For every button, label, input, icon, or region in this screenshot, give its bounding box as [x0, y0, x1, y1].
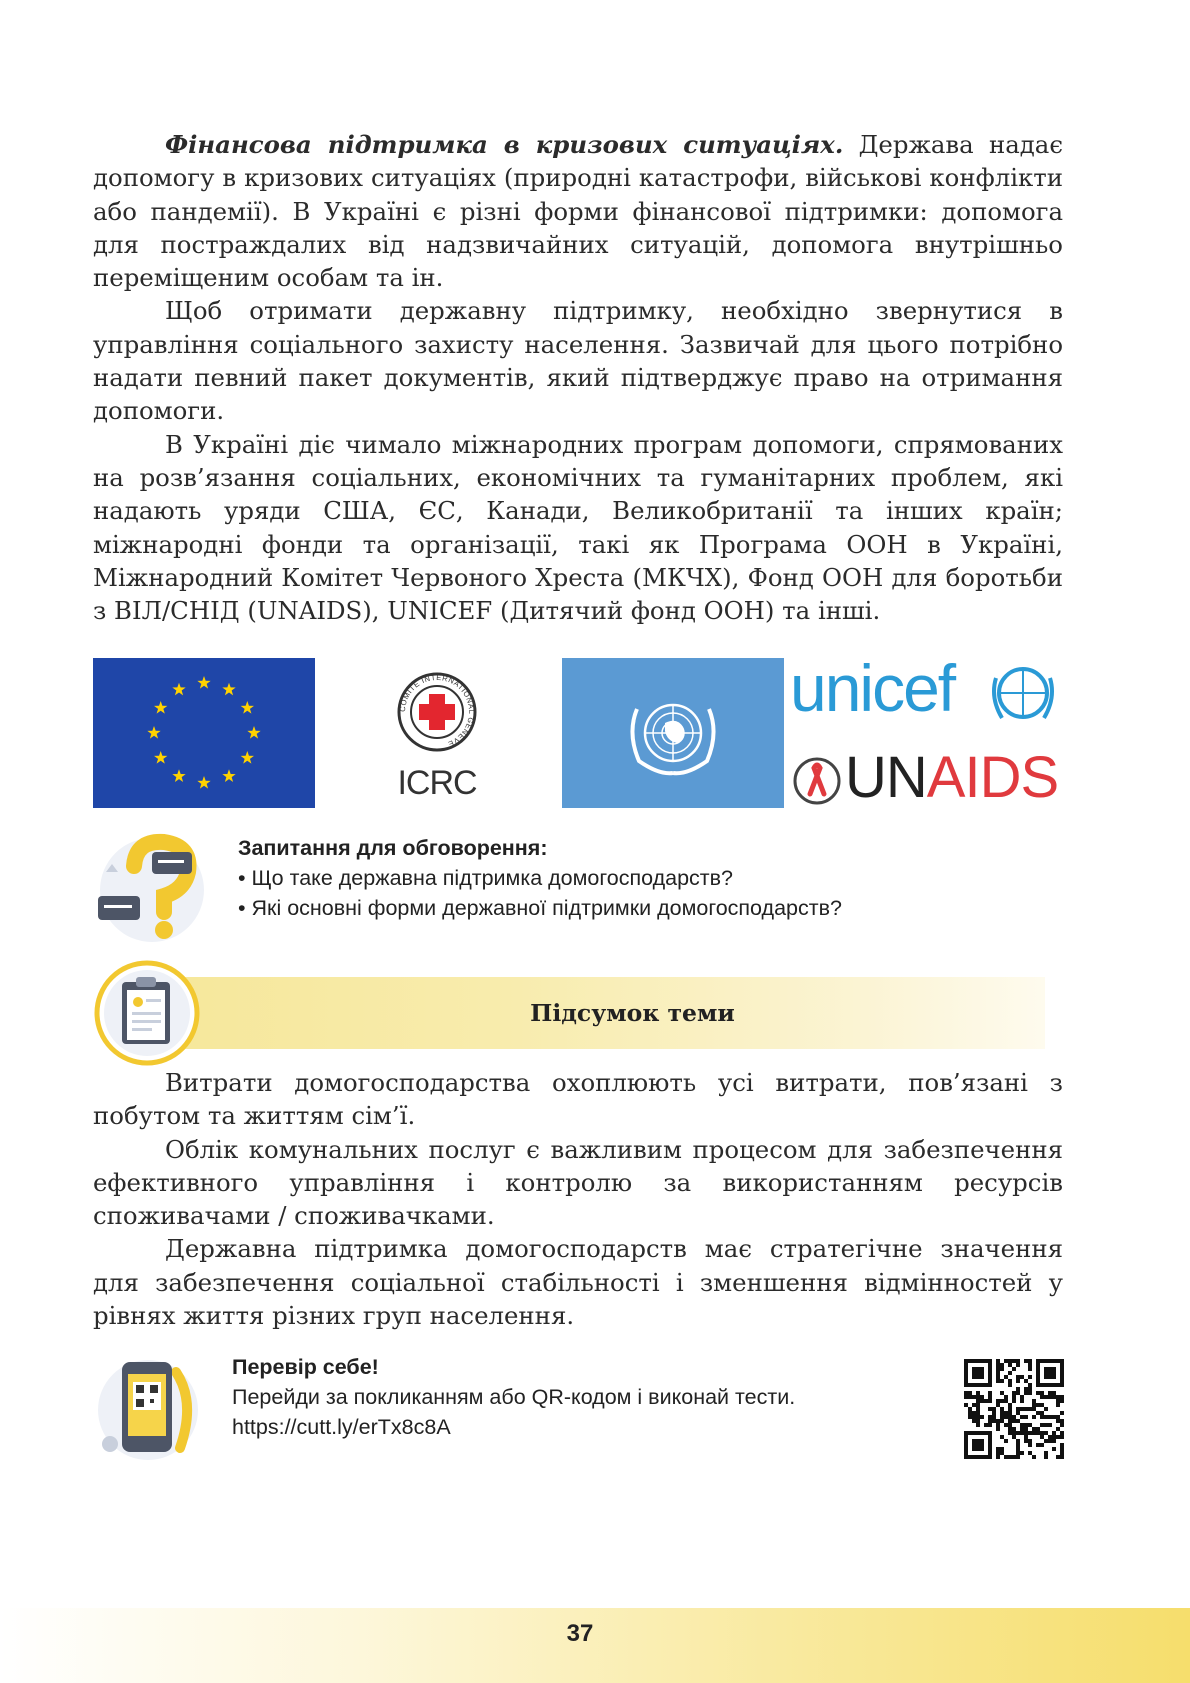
- check-instruction: Перейди за покликанням або QR-кодом і виконай тести.: [232, 1385, 796, 1409]
- unicef-emblem-icon: [988, 660, 1058, 730]
- summary-title: Підсумок теми: [530, 999, 735, 1027]
- unaids-text: UNAIDS: [845, 745, 1059, 810]
- eu-star: [241, 701, 254, 714]
- page-number: 37: [566, 1620, 594, 1647]
- eu-star: [172, 683, 185, 696]
- eu-stars-icon: [93, 658, 315, 808]
- smartphone-icon: [92, 1352, 204, 1464]
- eu-star: [197, 676, 210, 689]
- lead-term: Фінансова підтримка в кризових ситуаціях.: [165, 130, 844, 159]
- discussion-title: Запитання для обговорення:: [238, 836, 548, 860]
- eu-star: [154, 701, 167, 714]
- unaids-ribbon-icon: [790, 754, 844, 808]
- paragraph-apply: Щоб отримати державну підтримку, необхідно звернутися в управління соціального захисту населення. Зазвичай для цього потрібно надати певний пакет документів, який підтверджує право на отримання допомоги.: [93, 296, 1063, 426]
- eu-star: [241, 751, 254, 764]
- eu-star: [154, 751, 167, 764]
- eu-star: [172, 769, 185, 782]
- un-emblem-icon: [562, 658, 784, 808]
- summary-paragraph-3: Державна підтримка домогосподарств має стратегічне значення для забезпечення соціальної стабільності і зменшення відмінностей у рівнях життя різних груп населення.: [93, 1234, 1063, 1331]
- summary-text: [93, 1066, 1063, 1332]
- un-emblem-logo: [562, 658, 784, 808]
- question-mark-icon: [92, 832, 210, 944]
- eu-star: [247, 726, 260, 739]
- paragraph-programs: В Україні діє чимало міжнародних програм допомоги, спрямованих на розв’язання соціальних, економічних та гуманітарних проблем, які надають уряди США, ЄС, Канади, Великобританії та інших країн; міжнародні фонди та організації, такі як Програма ООН в Україні, Міжнародний Комітет Червоного Хреста (МКЧХ), Фонд ООН для боротьби з ВІЛ/СНІД (UNAIDS), UNICEF (Дитячий фонд ООН) та інші.: [93, 429, 1063, 626]
- discussion-questions: [238, 833, 1058, 923]
- unaids-logo: [790, 745, 1070, 810]
- phone-qr-illustration: [92, 1352, 204, 1464]
- qr-code[interactable]: [960, 1355, 1068, 1463]
- clipboard-icon: [92, 958, 202, 1068]
- discussion-question-2: • Які основні форми державної підтримки домогосподарств?: [238, 893, 1058, 923]
- icrc-logo: [382, 670, 492, 800]
- summary-paragraph-1: Витрати домогосподарства охоплюють усі витрати, пов’язані з побутом та життям сім’ї.: [93, 1068, 1063, 1131]
- icrc-text: ICRC: [397, 764, 477, 802]
- summary-paragraph-2: Облік комунальних послуг є важливим процесом для забезпечення ефективного управління і контролю за використанням ресурсів споживачами / споживачками.: [93, 1134, 1063, 1231]
- qr-code-icon: [960, 1355, 1068, 1463]
- eu-star: [222, 683, 235, 696]
- paragraph-text: Держава надає допомогу в кризових ситуаціях (природні катастрофи, військові конфлікти або пандемії). В Україні є різні форми фінансової підтримки: допомога для постраждалих від надзвичайних ситуацій, допомога внутрішньо переміщеним особам та ін.: [93, 130, 1063, 293]
- discussion-question-1: • Що таке державна підтримка домогосподарств?: [238, 863, 1058, 893]
- intro-text: [93, 128, 1063, 627]
- paragraph-financial-support: [93, 128, 1063, 294]
- eu-star: [197, 776, 210, 789]
- discussion-illustration: [92, 832, 210, 944]
- test-link[interactable]: https://cutt.ly/erTx8c8A: [232, 1415, 451, 1439]
- unicef-logo: [790, 651, 1070, 730]
- icrc-ring-text: COMITE INTERNATIONAL GENEVE: [397, 672, 477, 749]
- red-cross-icon: [382, 670, 492, 760]
- eu-star: [222, 769, 235, 782]
- check-yourself: [232, 1352, 932, 1442]
- eu-flag-logo: [93, 658, 315, 808]
- check-title: Перевір себе!: [232, 1355, 379, 1379]
- unicef-text: unicef: [790, 651, 955, 725]
- eu-star: [147, 726, 160, 739]
